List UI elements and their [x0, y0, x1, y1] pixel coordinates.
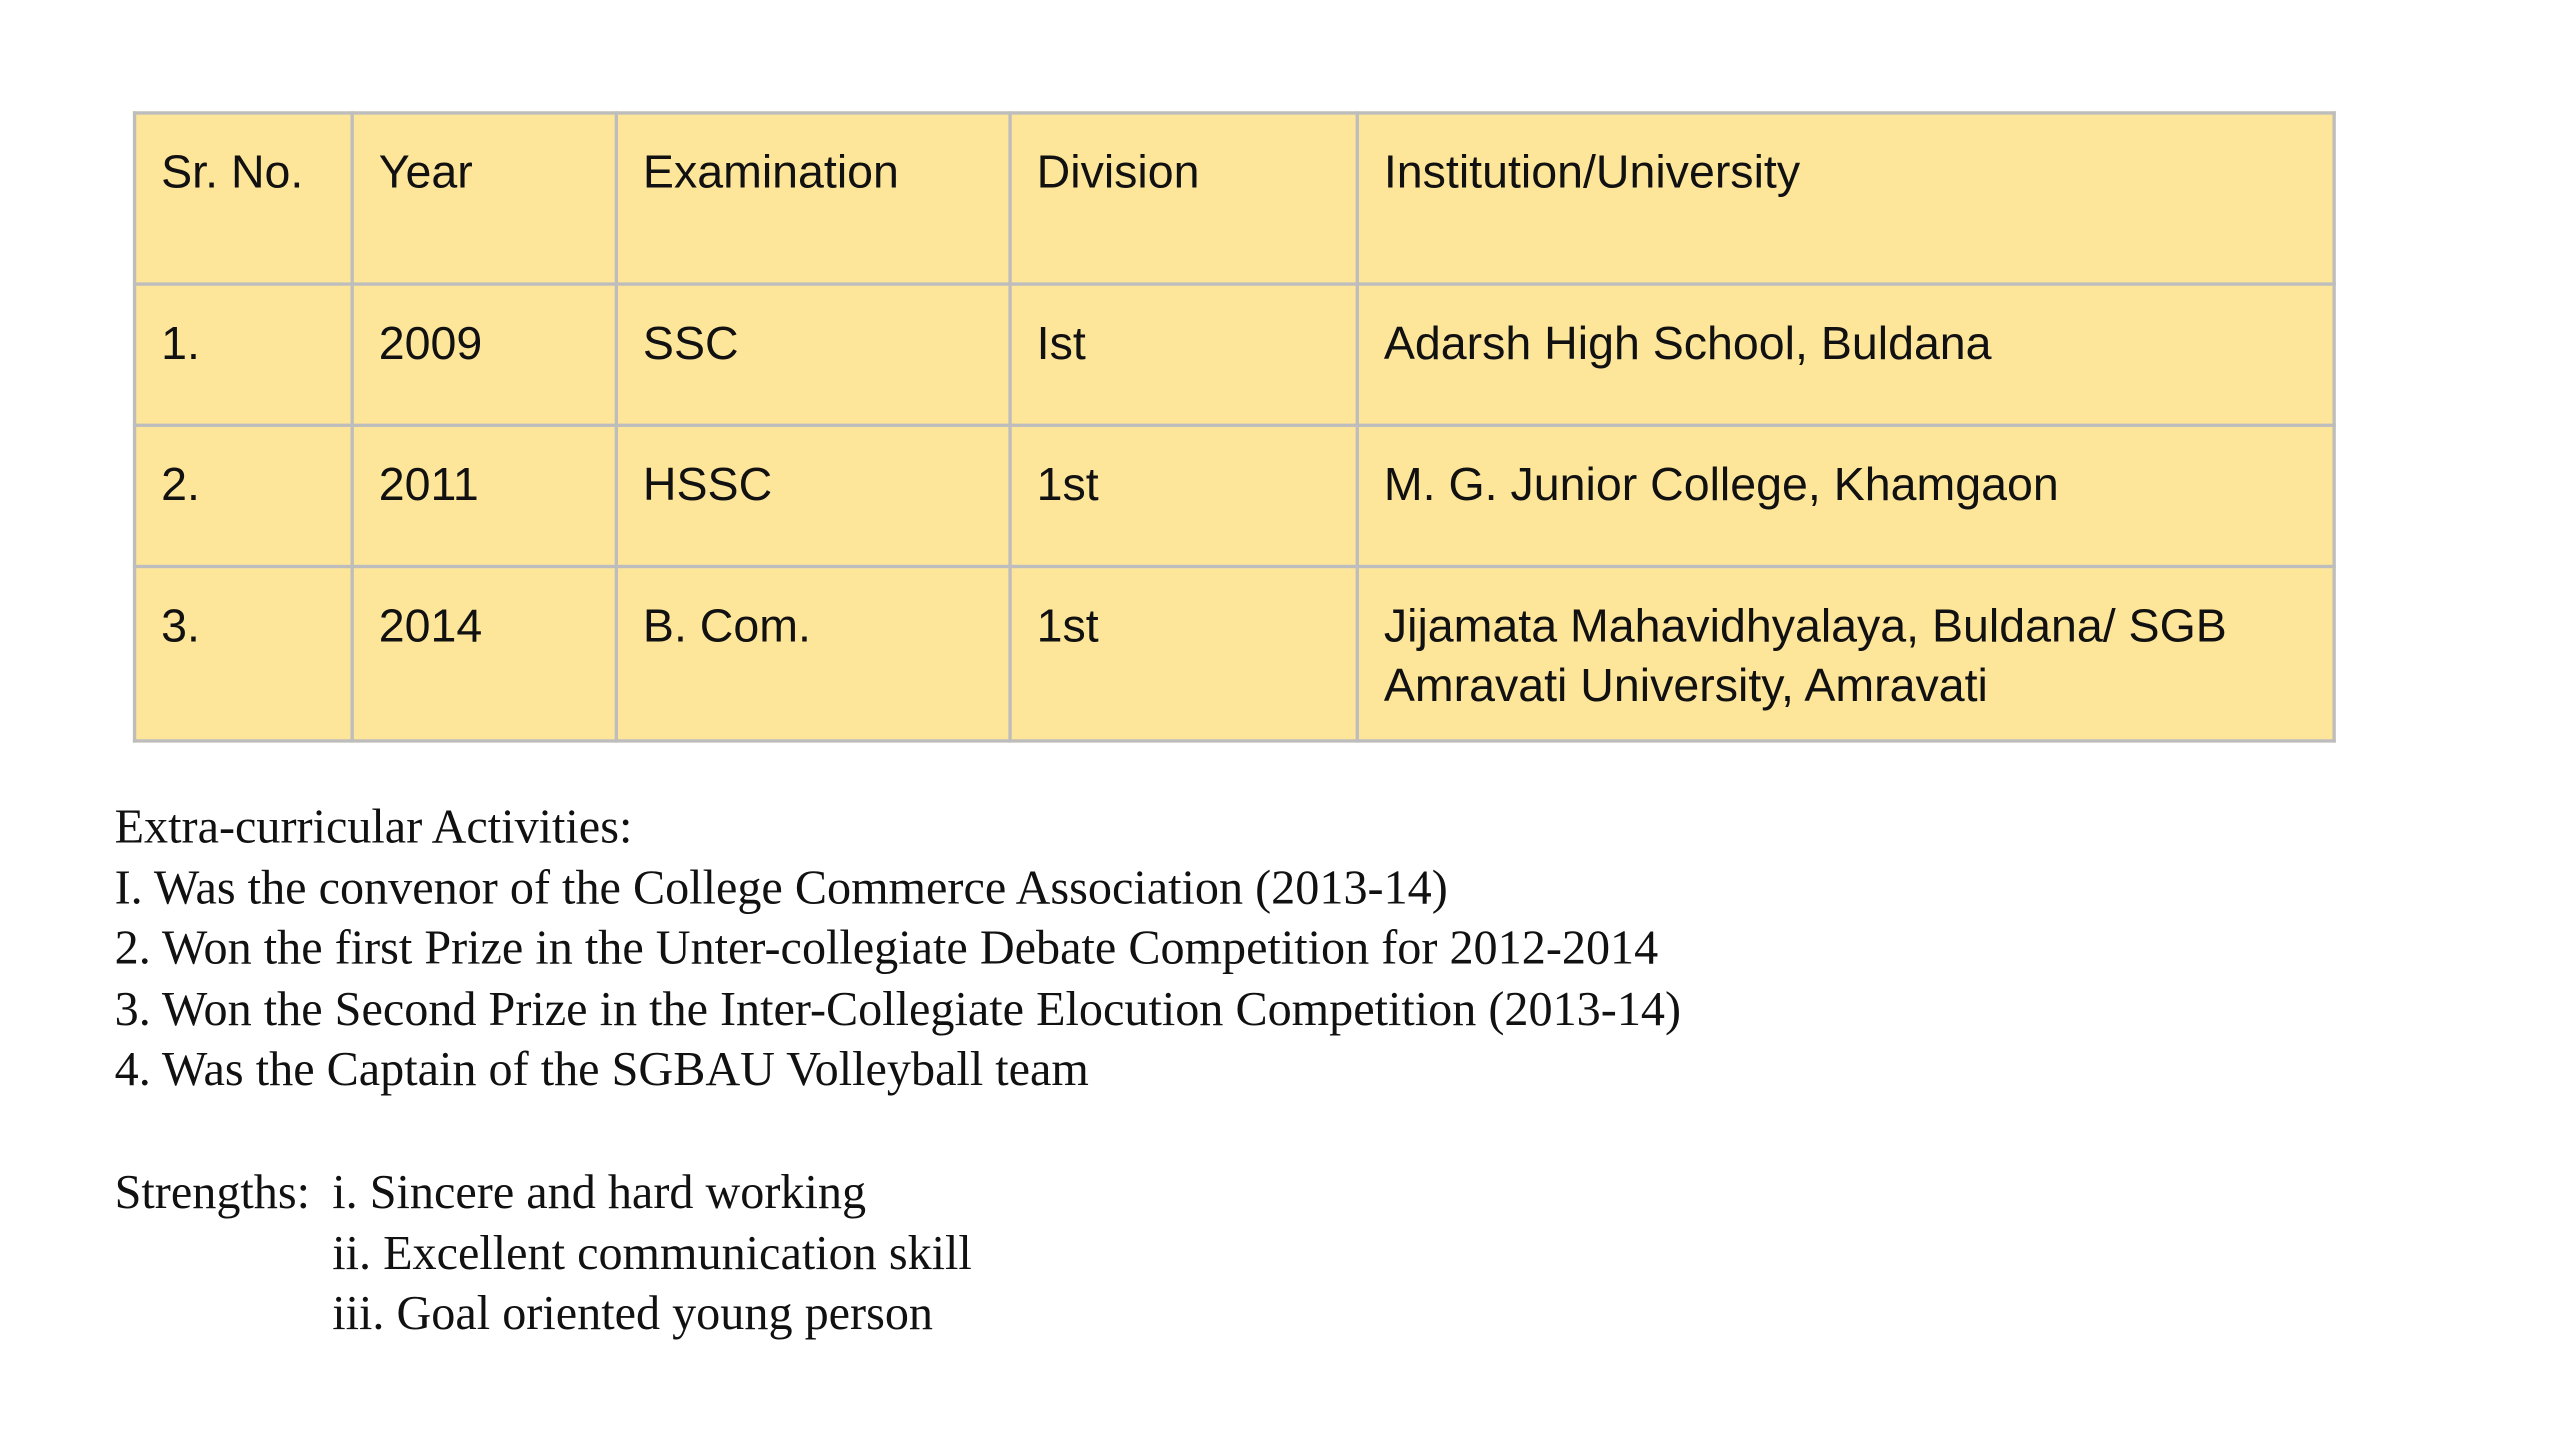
list-item: iii. Goal oriented young person [332, 1287, 934, 1341]
table-row [135, 425, 2335, 566]
cell-institution: Jijamata Mahavidhyalaya, Buldana/ SGB Amravati University, Amravati [1357, 567, 2334, 741]
education-table [133, 111, 2336, 742]
cell-exam: SSC [616, 284, 1010, 425]
table-row [135, 284, 2335, 425]
strengths-label: Strengths: [114, 1166, 311, 1220]
cell-division: Ist [1010, 284, 1357, 425]
table-row [135, 567, 2335, 741]
list-item: I. Was the convenor of the College Commerce Association (2013-14) [114, 861, 1448, 915]
table-header-row [135, 113, 2335, 284]
header-examination: Examination [616, 113, 1010, 284]
cell-institution: Adarsh High School, Buldana [1357, 284, 2334, 425]
cell-year: 2014 [352, 567, 616, 741]
cell-sr: 1. [135, 284, 353, 425]
list-item: 2. Won the first Prize in the Unter-collegiate Debate Competition for 2012-2014 [114, 922, 1659, 976]
list-item: 3. Won the Second Prize in the Inter-Collegiate Elocution Competition (2013-14) [114, 983, 1682, 1037]
list-item: 4. Was the Captain of the SGBAU Volleyball team [114, 1043, 1089, 1098]
extracurricular-section [115, 797, 1681, 1101]
cell-sr: 3. [135, 567, 353, 741]
list-item: i. Sincere and hard working [332, 1166, 867, 1220]
cell-division: 1st [1010, 567, 1357, 741]
header-sr-no: Sr. No. [135, 113, 353, 284]
cell-institution: M. G. Junior College, Khamgaon [1357, 425, 2334, 566]
extracurricular-heading: Extra-curricular Activities: [114, 800, 633, 854]
header-division: Division [1010, 113, 1357, 284]
header-year: Year [352, 113, 616, 284]
cell-division: 1st [1010, 425, 1357, 566]
list-item: ii. Excellent communication skill [332, 1227, 972, 1281]
strengths-row [115, 1163, 972, 1345]
cell-sr: 2. [135, 425, 353, 566]
strengths-section [115, 1163, 972, 1345]
cell-exam: B. Com. [616, 567, 1010, 741]
cell-year: 2009 [352, 284, 616, 425]
strengths-list [332, 1163, 972, 1345]
cell-year: 2011 [352, 425, 616, 566]
header-institution: Institution/University [1357, 113, 2334, 284]
cell-exam: HSSC [616, 425, 1010, 566]
